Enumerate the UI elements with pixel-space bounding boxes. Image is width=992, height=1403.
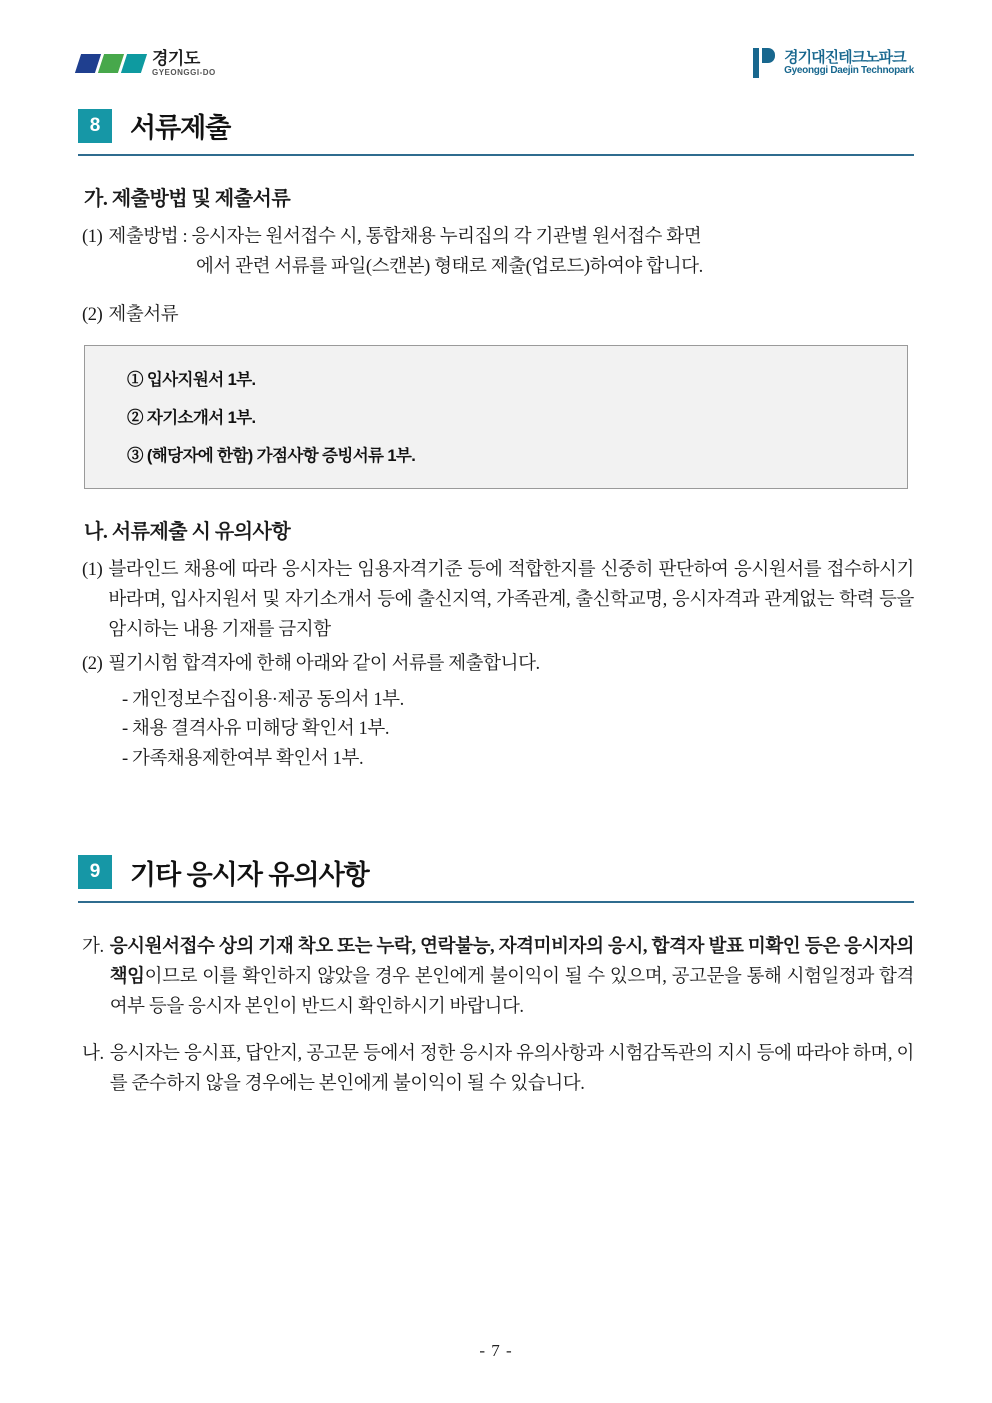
section-9-item-b [82, 1040, 914, 1100]
section-8-heading [78, 106, 914, 145]
required-document-item: ① 입사지원서 1부. [127, 370, 256, 389]
section-8b-sub-items [122, 686, 914, 775]
section-9-item-b-marker: 나. [82, 1044, 104, 1065]
section-8a-heading: 가. 제출방법 및 제출서류 [84, 188, 291, 210]
section-9-item-a-marker: 가. [82, 936, 104, 957]
section-8a-item-1-line-2: 에서 관련 서류를 파일(스캔본) 형태로 제출(업로드)하여야 합니다. [196, 256, 703, 277]
section-8b-sub-item: - 가족채용제한여부 확인서 1부. [122, 748, 364, 769]
section-8a-item-2 [82, 301, 914, 331]
section-8-divider [78, 154, 914, 156]
section-8b-heading: 나. 서류제출 시 유의사항 [84, 520, 291, 543]
gyeonggi-do-logo-english: GYEONGGI-DO [152, 67, 216, 77]
section-8b-sub-item: - 채용 결격사유 미해당 확인서 1부. [122, 719, 390, 740]
section-8a-item-1 [82, 223, 914, 253]
section-8b-item-2-text: 필기시험 합격자에 한해 아래와 같이 서류를 제출합니다. [108, 653, 540, 674]
gyeonggi-do-logo [78, 50, 216, 77]
technopark-logo-english: Gyeonggi Daejin Technopark [784, 64, 914, 76]
gyeonggi-do-logo-korean: 경기도 [152, 48, 200, 68]
section-9-item-a-bold-text: 응시원서접수 상의 기재 착오 또는 누락, 연락불능, 자격미비자의 응시, 합격자 발표 미확인 등은 응시자의 책임 [109, 936, 914, 987]
technopark-mark-icon [751, 48, 777, 78]
required-documents-box [84, 345, 908, 489]
section-9-item-b-text: 응시자는 응시표, 답안지, 공고문 등에서 정한 응시자 유의사항과 시험감독관의 지시 등에 따라야 하며, 이를 준수하지 않을 경우에는 본인에게 불이익이 될 수 있습니다. [109, 1044, 914, 1095]
required-document-item: ③ (해당자에 한함) 가점사항 증빙서류 1부. [127, 446, 416, 465]
section-8a-item-2-label: 제출서류 [108, 304, 179, 325]
section-8b-item-2-marker: (2) [82, 653, 103, 674]
section-9-number: 9 [78, 855, 112, 889]
gyeonggi-do-mark-icon [78, 54, 144, 73]
section-8a-item-1-marker: (1) [82, 227, 103, 247]
section-8b-sub-item: - 개인정보수집이용·제공 동의서 1부. [122, 689, 404, 710]
section-9-item-a [82, 933, 914, 1023]
section-9-heading [78, 853, 914, 892]
section-9-item-a-rest-text: 이므로 이를 확인하지 않았을 경우 본인에게 불이익이 될 수 있으며, 공고문을 통해 시험일정과 합격여부 등을 응시자 본인이 반드시 확인하시기 바랍니다. [109, 966, 914, 1017]
section-8b-item-1-text: 블라인드 채용에 따라 응시자는 임용자격기준 등에 적합한지를 신중히 판단하여 응시원서를 접수하시기 바라며, 입사지원서 및 자기소개서 등에 출신지역, 가족관계, 출신학교명, 응시자격과 관계없는 학력 등을 암시하는 내용 기재를 금지함 [108, 559, 914, 640]
section-8-number: 8 [78, 109, 112, 143]
required-document-item: ② 자기소개서 1부. [127, 408, 256, 427]
section-8-title: 서류제출 [130, 113, 231, 143]
section-8b-item-1 [82, 556, 914, 646]
section-8a-item-2-marker: (2) [82, 304, 103, 325]
page-header [78, 0, 914, 92]
section-8b-item-1-marker: (1) [82, 559, 103, 580]
technopark-logo [751, 48, 914, 78]
technopark-logo-korean: 경기대진테크노파크 [784, 48, 906, 66]
page-number: - 7 - [479, 1341, 513, 1360]
section-8b-item-2 [82, 650, 914, 680]
section-8a-item-1-line-1: 제출방법 : 응시자는 원서접수 시, 통합채용 누리집의 각 기관별 원서접수 화면 [108, 227, 702, 247]
section-9-title: 기타 응시자 유의사항 [130, 859, 369, 890]
